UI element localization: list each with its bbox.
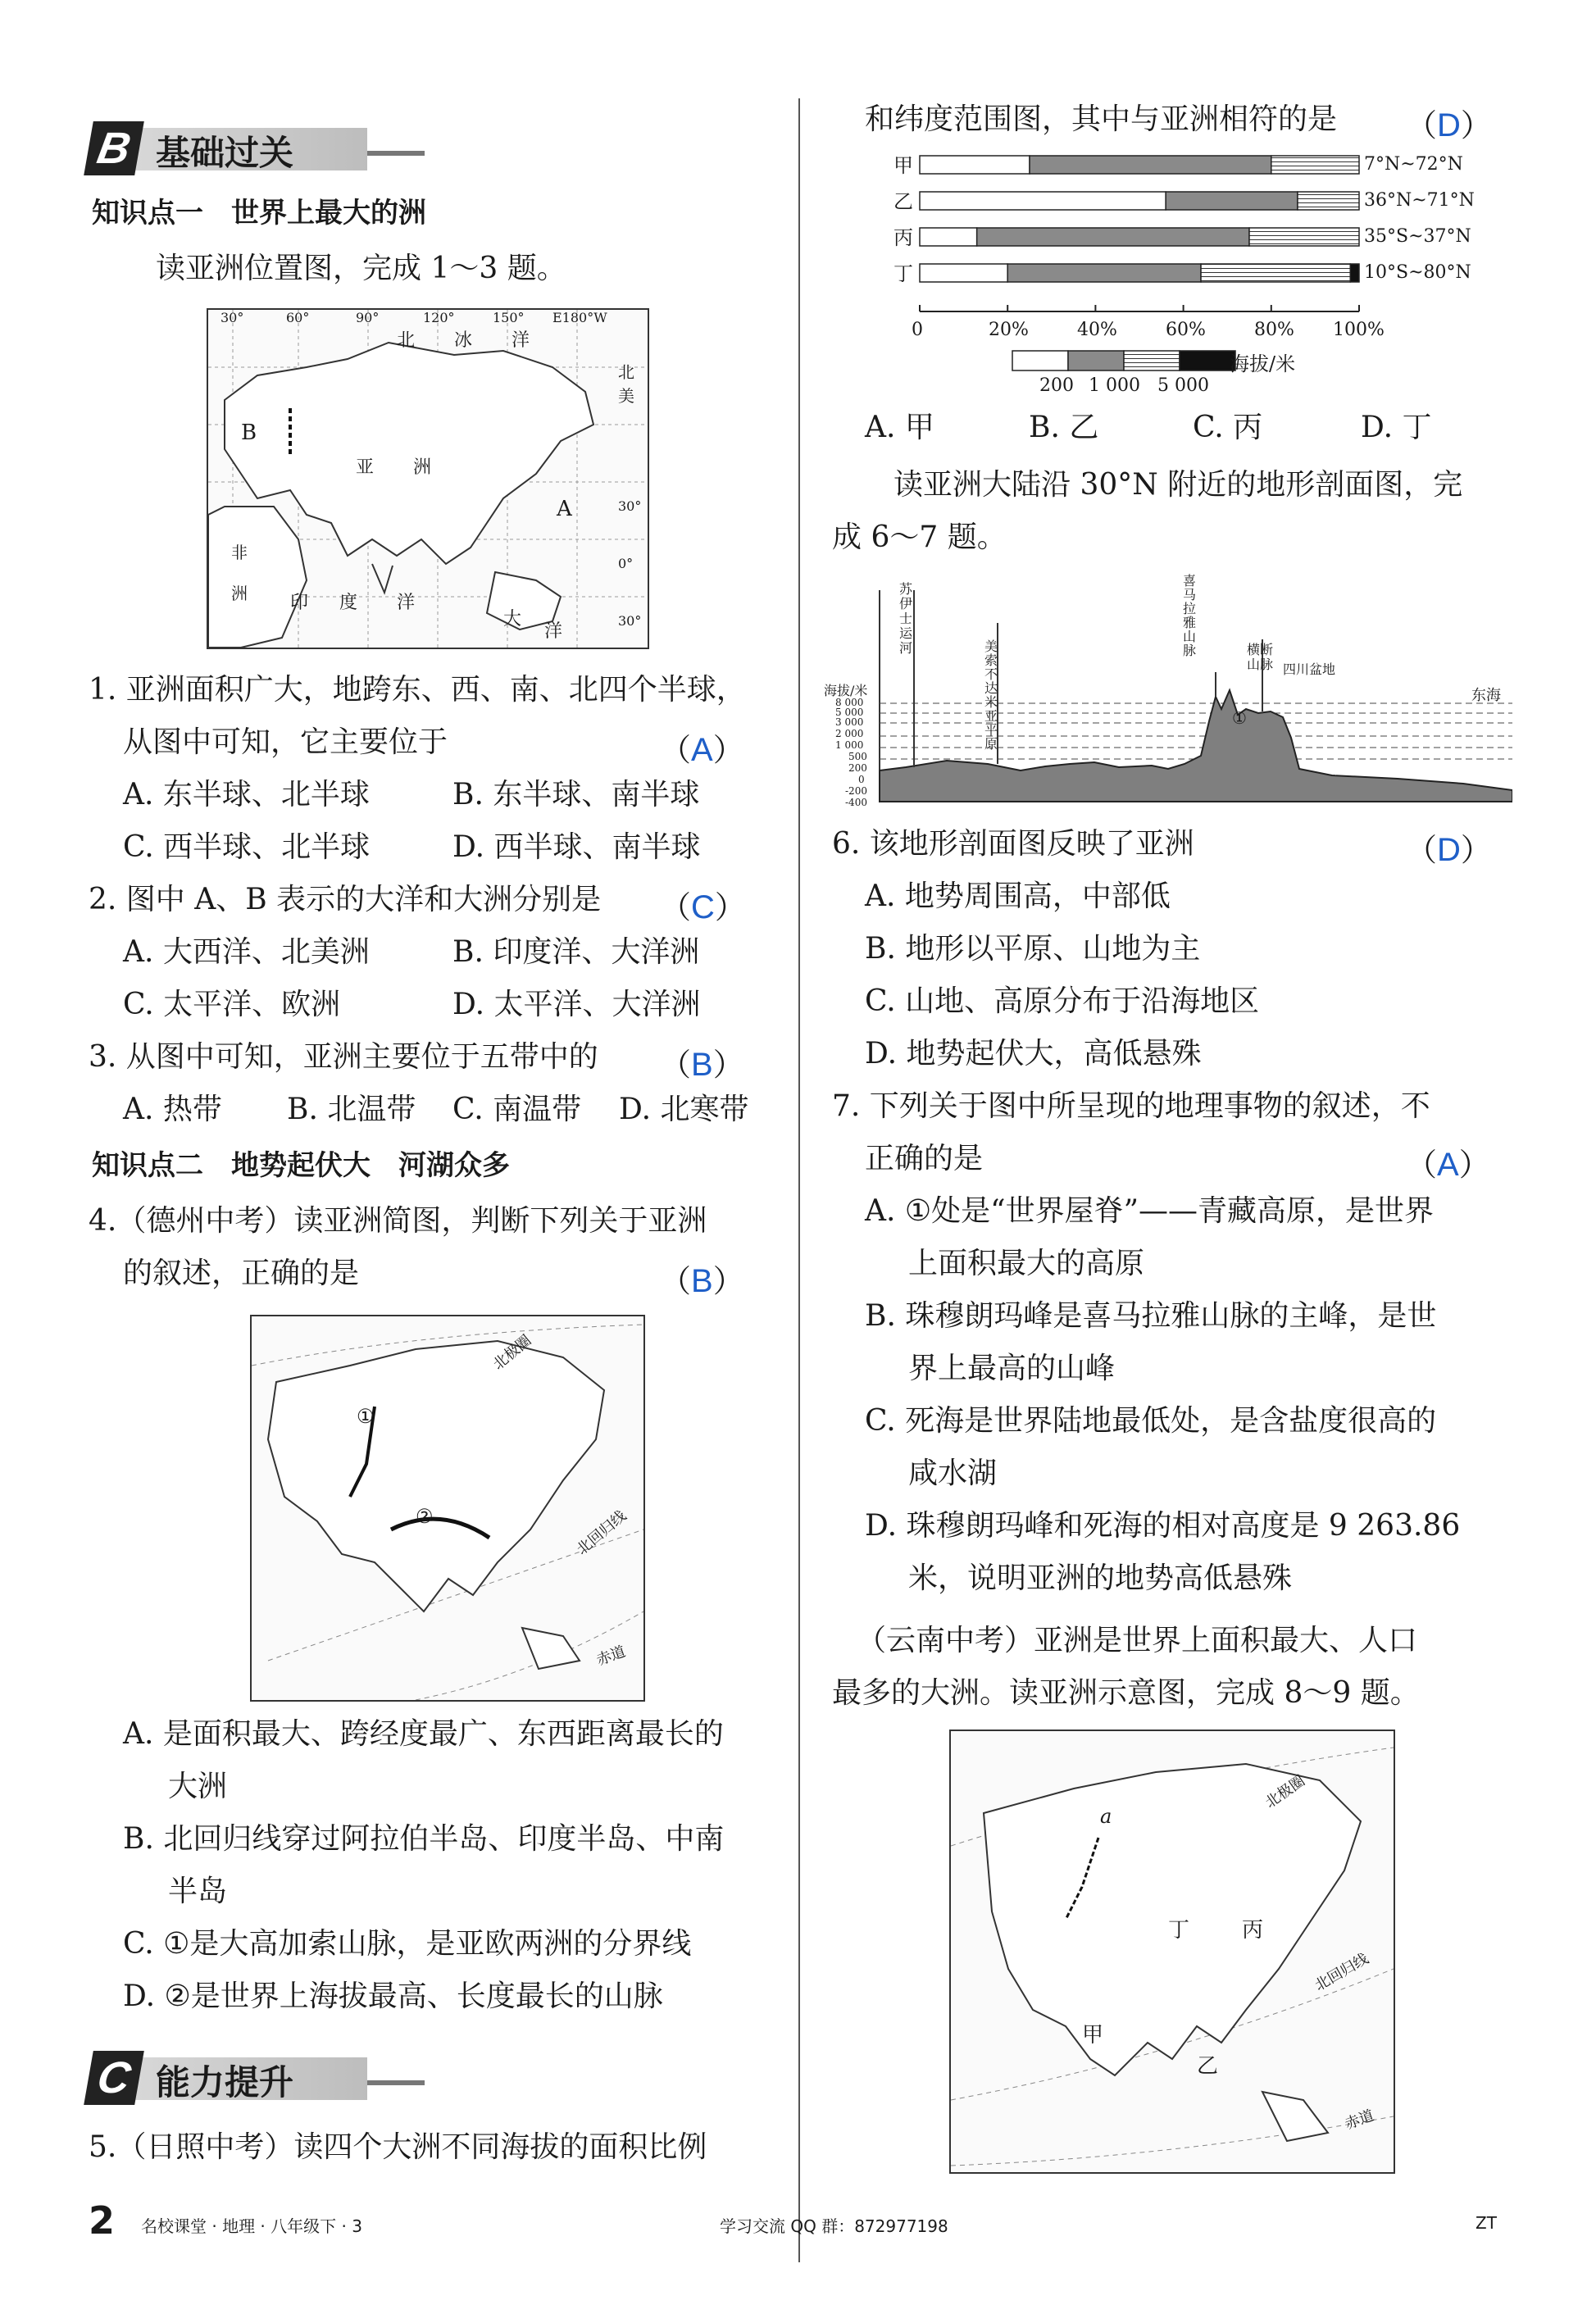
asia-schematic-map-svg bbox=[951, 1731, 1394, 2172]
axis-tick-40: 40% bbox=[1077, 320, 1117, 340]
label-B: B bbox=[241, 420, 257, 445]
profile-intro-line1: 读亚洲大陆沿 30°N 附近的地形剖面图，完 bbox=[893, 468, 1463, 502]
ytick-neg200: -200 bbox=[845, 785, 867, 797]
map-marker-2: ② bbox=[416, 1505, 434, 1528]
q2-option-b: B. 印度洋、大洋洲 bbox=[452, 935, 700, 969]
q3-stem: 3. 从图中可知，亚洲主要位于五带中的 bbox=[89, 1040, 598, 1074]
label-beimei: 北美 bbox=[618, 362, 634, 406]
ytick-3000: 3 000 bbox=[835, 716, 864, 728]
asia-simple-map bbox=[250, 1315, 645, 1702]
q5-stem-line1: 5.（日照中考）读四个大洲不同海拔的面积比例 bbox=[89, 2130, 707, 2164]
map-marker-1: ① bbox=[357, 1405, 375, 1428]
knowledge-point-2-heading: 知识点二 地势起伏大 河湖众多 bbox=[92, 1149, 510, 1182]
q4-option-b-line2: 半岛 bbox=[168, 1875, 228, 1908]
q4-option-a-line2: 大洲 bbox=[168, 1770, 228, 1803]
bar-丁-0 bbox=[920, 264, 1007, 282]
legend-tick-1000: 1 000 bbox=[1089, 375, 1140, 396]
axis-tick-60: 60% bbox=[1166, 320, 1206, 340]
axis-tick-20: 20% bbox=[989, 320, 1029, 340]
east-sea-label: 东海 bbox=[1471, 687, 1501, 704]
elevation-area-chart bbox=[869, 148, 1508, 402]
section-c-header bbox=[89, 2051, 400, 2108]
label-fei: 非 bbox=[231, 543, 248, 562]
q7-stem-line1: 7. 下列关于图中所呈现的地理事物的叙述，不 bbox=[832, 1089, 1430, 1123]
range-ding: 10°S~80°N bbox=[1364, 262, 1471, 283]
lon-60-label: 60° bbox=[286, 310, 310, 325]
legend-tick-5000: 5 000 bbox=[1157, 375, 1209, 396]
q4-option-d: D. ②是世界上海拔最高、长度最长的山脉 bbox=[123, 1980, 663, 2013]
q2-option-a: A. 大西洋、北美洲 bbox=[123, 935, 370, 969]
lat-0-label: 0° bbox=[618, 556, 634, 571]
page-number: 2 bbox=[89, 2198, 116, 2243]
lon-90-label: 90° bbox=[356, 310, 380, 325]
section-b-header bbox=[89, 121, 400, 179]
section-letter: B bbox=[84, 121, 144, 175]
label-da: 大 bbox=[503, 609, 522, 630]
q7-option-a-line1: A. ①处是“世界屋脊”——青藏高原，是世界 bbox=[865, 1194, 1434, 1228]
bar-丙-2 bbox=[1249, 228, 1359, 246]
label-yi: 乙 bbox=[1197, 2054, 1219, 2079]
lon-120-label: 120° bbox=[423, 310, 455, 325]
q1-option-d: D. 西半球、南半球 bbox=[452, 830, 701, 864]
lon-180-label: E180°W bbox=[552, 310, 607, 325]
bar-丁-1 bbox=[1007, 264, 1201, 282]
q7-option-a-line2: 上面积最大的高原 bbox=[908, 1247, 1145, 1280]
bar-丁-3 bbox=[1350, 264, 1359, 282]
row-label-jia: 甲 bbox=[893, 154, 913, 177]
legend-title: 海拔/米 bbox=[1230, 352, 1296, 375]
ytick-0: 0 bbox=[858, 774, 865, 785]
label-yang3: 洋 bbox=[544, 621, 563, 642]
label-zhou2: 洲 bbox=[231, 584, 248, 603]
q1-option-a: A. 东半球、北半球 bbox=[123, 778, 370, 811]
bar-乙-1 bbox=[1166, 192, 1298, 210]
bar-甲-2 bbox=[1271, 156, 1359, 174]
ytick-1000: 1 000 bbox=[835, 739, 864, 751]
row-label-bing: 丙 bbox=[893, 226, 913, 249]
intro-q1-3: 读亚洲位置图，完成 1～3 题。 bbox=[156, 252, 566, 285]
label-A: A bbox=[557, 497, 572, 521]
bar-丙-0 bbox=[920, 228, 977, 246]
label-yin: 印 bbox=[290, 593, 309, 613]
mesopotamia-label: 美索不达米亚平原 bbox=[984, 639, 998, 752]
q4-answer: （B） bbox=[660, 1263, 744, 1299]
range-jia: 7°N~72°N bbox=[1364, 154, 1463, 175]
legend-swatch-3 bbox=[1180, 351, 1235, 370]
bar-甲-0 bbox=[920, 156, 1030, 174]
q7-option-c-line2: 咸水湖 bbox=[908, 1457, 998, 1490]
q1-answer: （A） bbox=[660, 732, 744, 768]
q5-answer: （D） bbox=[1406, 107, 1492, 143]
q4-stem-line2: 的叙述，正确的是 bbox=[123, 1257, 360, 1290]
lon-150-label: 150° bbox=[493, 310, 525, 325]
profile-intro-line2: 成 6～7 题。 bbox=[832, 520, 1007, 554]
ytick-2000: 2 000 bbox=[835, 728, 864, 739]
q2-stem: 2. 图中 A、B 表示的大洋和大洲分别是 bbox=[89, 883, 602, 916]
lat-30s-label: 30° bbox=[618, 613, 642, 629]
q7-option-c-line1: C. 死海是世界陆地最低处，是含盐度很高的 bbox=[865, 1404, 1437, 1438]
q1-stem-line2: 从图中可知，它主要位于 bbox=[123, 725, 448, 759]
label-ya: 亚 bbox=[356, 457, 375, 478]
label-a: a bbox=[1100, 1805, 1112, 1828]
label-yang: 洋 bbox=[512, 330, 530, 351]
asia-location-map-svg bbox=[208, 310, 648, 648]
q5-option-b: B. 乙 bbox=[1029, 411, 1099, 444]
q4-option-c: C. ①是大高加索山脉，是亚欧两洲的分界线 bbox=[123, 1927, 692, 1961]
ytick-neg400: -400 bbox=[845, 797, 867, 808]
q4-option-a-line1: A. 是面积最大、跨经度最广、东西距离最长的 bbox=[123, 1717, 724, 1751]
q7-option-b-line2: 界上最高的山峰 bbox=[908, 1352, 1116, 1385]
q3-option-b: B. 北温带 bbox=[287, 1093, 416, 1126]
q6-option-a: A. 地势周围高，中部低 bbox=[865, 880, 1171, 913]
q8-intro-line2: 最多的大洲。读亚洲示意图，完成 8～9 题。 bbox=[832, 1676, 1420, 1710]
tropic-label: 北回归线 bbox=[1312, 1950, 1372, 1995]
q3-answer: （B） bbox=[660, 1047, 744, 1083]
footer-center: 学习交流 QQ 群：872977198 bbox=[720, 2216, 948, 2236]
q6-option-d: D. 地势起伏大，高低悬殊 bbox=[865, 1037, 1202, 1070]
legend-swatch-2 bbox=[1124, 351, 1180, 370]
bar-甲-1 bbox=[1030, 156, 1271, 174]
axis-tick-80: 80% bbox=[1254, 320, 1294, 340]
range-yi: 36°N~71°N bbox=[1364, 190, 1475, 211]
q2-option-d: D. 太平洋、大洋洲 bbox=[452, 988, 701, 1021]
asia-location-map bbox=[207, 308, 649, 649]
section-title: 基础过关 bbox=[156, 133, 294, 173]
section-letter: C bbox=[84, 2051, 144, 2105]
legend-swatch-1 bbox=[1068, 351, 1124, 370]
q8-intro-line1: （云南中考）亚洲是世界上面积最大、人口 bbox=[857, 1624, 1418, 1657]
q5-option-a: A. 甲 bbox=[865, 411, 934, 444]
footer-left: 名校课堂 · 地理 · 八年级下 · 3 bbox=[141, 2216, 362, 2236]
bar-丁-2 bbox=[1201, 264, 1350, 282]
label-bing: 丙 bbox=[1242, 1918, 1264, 1943]
column-divider bbox=[798, 98, 800, 2262]
row-label-ding: 丁 bbox=[893, 262, 913, 285]
himalaya-label: 喜马拉雅山脉 bbox=[1183, 573, 1197, 658]
bar-乙-2 bbox=[1298, 192, 1359, 210]
q7-option-d-line2: 米，说明亚洲的地势高低悬殊 bbox=[908, 1561, 1293, 1595]
q5-stem-line2: 和纬度范围图，其中与亚洲相符的是 bbox=[865, 102, 1338, 136]
ytick-200: 200 bbox=[848, 762, 867, 774]
equator-label: 赤道 bbox=[594, 1643, 629, 1670]
lat-30n-label: 30° bbox=[618, 498, 642, 514]
label-yang2: 洋 bbox=[397, 593, 416, 613]
hengduan-label: 横断山脉 bbox=[1247, 642, 1274, 672]
label-zhou: 洲 bbox=[413, 457, 432, 478]
label-ding: 丁 bbox=[1168, 1918, 1190, 1943]
yangtze-plain-label: 长江中下游平原 bbox=[1332, 761, 1425, 777]
lon-30-label: 30° bbox=[221, 310, 244, 325]
y-axis-label: 海拔/米 bbox=[824, 683, 868, 698]
tropic-label: 北回归线 bbox=[573, 1507, 630, 1559]
q4-stem-line1: 4.（德州中考）读亚洲简图，判断下列关于亚洲 bbox=[89, 1204, 707, 1238]
axis-tick-100: 100% bbox=[1333, 320, 1385, 340]
label-bei: 北 bbox=[397, 330, 416, 351]
q1-option-b: B. 东半球、南半球 bbox=[452, 778, 700, 811]
q3-option-d: D. 北寒带 bbox=[619, 1093, 749, 1126]
q6-option-b: B. 地形以平原、山地为主 bbox=[865, 932, 1201, 966]
q4-option-b-line1: B. 北回归线穿过阿拉伯半岛、印度半岛、中南 bbox=[123, 1822, 725, 1856]
q2-option-c: C. 太平洋、欧洲 bbox=[123, 988, 341, 1021]
label-bing: 冰 bbox=[454, 330, 473, 351]
legend-tick-200: 200 bbox=[1039, 375, 1074, 396]
q1-option-c: C. 西半球、北半球 bbox=[123, 830, 371, 864]
bar-乙-0 bbox=[920, 192, 1166, 210]
q2-answer: （C） bbox=[660, 889, 746, 925]
ytick-500: 500 bbox=[848, 751, 867, 762]
q3-option-c: C. 南温带 bbox=[452, 1093, 582, 1126]
q6-answer: （D） bbox=[1406, 832, 1492, 868]
bar-丙-1 bbox=[977, 228, 1249, 246]
section-title: 能力提升 bbox=[156, 2062, 294, 2102]
ytick-8000: 8 000 bbox=[835, 697, 864, 708]
q7-stem-line2: 正确的是 bbox=[865, 1142, 984, 1175]
suez-canal-label: 苏伊士运河 bbox=[899, 581, 913, 656]
axis-tick-0: 0 bbox=[912, 320, 923, 340]
legend-swatch-0 bbox=[1012, 351, 1068, 370]
knowledge-point-1-heading: 知识点一 世界上最大的洲 bbox=[92, 197, 426, 230]
q5-option-d: D. 丁 bbox=[1361, 411, 1432, 444]
arctic-circle-label: 北极圈 bbox=[1262, 1772, 1308, 1812]
arctic-circle-label: 北极圈 bbox=[489, 1331, 535, 1374]
footer-right: ZT bbox=[1476, 2213, 1497, 2233]
q6-option-c: C. 山地、高原分布于沿海地区 bbox=[865, 984, 1260, 1018]
q7-option-b-line1: B. 珠穆朗玛峰是喜马拉雅山脉的主峰，是世 bbox=[865, 1299, 1437, 1333]
equator-label: 赤道 bbox=[1343, 2107, 1377, 2134]
asia-simple-map-svg bbox=[252, 1316, 643, 1700]
label-jia: 甲 bbox=[1082, 2023, 1104, 2048]
q3-option-a: A. 热带 bbox=[123, 1093, 222, 1126]
q7-answer: （A） bbox=[1406, 1147, 1490, 1183]
q7-option-d-line1: D. 珠穆朗玛峰和死海的相对高度是 9 263.86 bbox=[865, 1509, 1461, 1543]
label-du: 度 bbox=[339, 593, 358, 613]
ytick-5000: 5 000 bbox=[835, 707, 864, 718]
asia-schematic-map bbox=[949, 1730, 1395, 2174]
sichuan-basin-label: 四川盆地 bbox=[1283, 661, 1336, 677]
profile-marker-1: ① bbox=[1232, 708, 1247, 728]
q1-stem-line1: 1. 亚洲面积广大，地跨东、西、南、北四个半球， bbox=[89, 673, 746, 707]
q6-stem: 6. 该地形剖面图反映了亚洲 bbox=[832, 827, 1194, 861]
q5-option-c: C. 丙 bbox=[1193, 411, 1263, 444]
range-bing: 35°S~37°N bbox=[1364, 226, 1471, 247]
row-label-yi: 乙 bbox=[893, 190, 913, 213]
terrain-profile bbox=[824, 574, 1512, 811]
